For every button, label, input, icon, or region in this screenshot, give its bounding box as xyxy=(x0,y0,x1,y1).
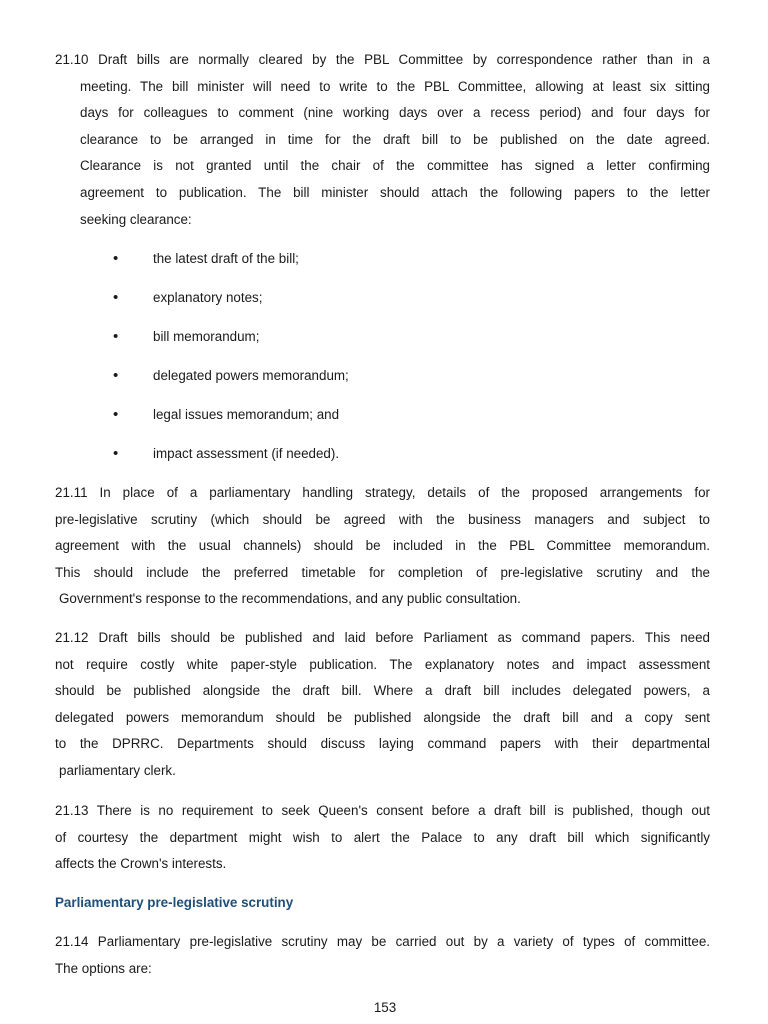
bullet-icon: • xyxy=(113,406,119,423)
document-page xyxy=(55,0,710,1024)
paragraph-line: 21.14 Parliamentary pre-legislative scrutiny may be carried out by a variety of types of committee. xyxy=(55,934,710,949)
paragraph-line: meeting. The bill minister will need to write to the PBL Committee, allowing at least six sitting xyxy=(80,78,710,94)
list-item xyxy=(55,246,710,272)
paragraph-line: Government's response to the recommendations, and any public consultation. xyxy=(59,591,521,607)
page-number: 153 xyxy=(373,1000,397,1015)
paragraph-line: 21.12 Draft bills should be published and laid before Parliament as command papers. This need xyxy=(55,630,710,645)
paragraph-line: The options are: xyxy=(55,960,152,976)
list-item-text: the latest draft of the bill; xyxy=(153,251,299,266)
list-item xyxy=(55,441,710,467)
bullet-icon: • xyxy=(113,445,119,462)
paragraph-21-13 xyxy=(55,798,710,878)
bullet-icon: • xyxy=(113,328,119,345)
section-heading: Parliamentary pre-legislative scrutiny xyxy=(55,895,294,910)
paragraph-21-14 xyxy=(55,929,710,982)
paragraph-line: parliamentary clerk. xyxy=(59,762,176,778)
paragraph-line: should be published alongside the draft bill. Where a draft bill includes delegated powers, a xyxy=(55,683,710,699)
paragraph-21-11 xyxy=(55,480,710,613)
paragraph-line: pre-legislative scrutiny (which should be agreed with the business managers and subject to xyxy=(55,511,710,527)
list-item-text: explanatory notes; xyxy=(153,290,263,305)
list-item xyxy=(55,402,710,428)
list-item-text: bill memorandum; xyxy=(153,329,260,344)
list-item-text: delegated powers memorandum; xyxy=(153,368,349,383)
paragraph-21-12 xyxy=(55,625,710,785)
paragraph-line: affects the Crown's interests. xyxy=(55,856,227,872)
paragraph-line: clearance to be arranged in time for the draft bill to be published on the date agreed. xyxy=(80,131,710,147)
list-item xyxy=(55,363,710,389)
paragraph-line: 21.11 In place of a parliamentary handling strategy, details of the proposed arrangements for xyxy=(55,485,710,500)
paragraph-line: 21.10 Draft bills are normally cleared by the PBL Committee by correspondence rather than in a xyxy=(55,52,710,67)
list-item-text: impact assessment (if needed). xyxy=(153,446,340,461)
paragraph-line: to the DPRRC. Departments should discuss laying command papers with their departmental xyxy=(55,736,710,752)
paragraph-line: not require costly white paper-style publication. The explanatory notes and impact assessment xyxy=(55,656,710,672)
list-item-text: legal issues memorandum; and xyxy=(153,407,340,422)
paragraph-line: days for colleagues to comment (nine working days over a recess period) and four days for xyxy=(80,105,710,121)
paragraph-line: 21.13 There is no requirement to seek Queen's consent before a draft bill is published, though out xyxy=(55,803,710,818)
bullet-icon: • xyxy=(113,367,119,384)
paragraph-line: delegated powers memorandum should be published alongside the draft bill and a copy sent xyxy=(55,709,710,725)
paragraph-line: seeking clearance: xyxy=(80,211,192,227)
paragraph-line: of courtesy the department might wish to alert the Palace to any draft bill which significantly xyxy=(55,829,710,845)
bullet-icon: • xyxy=(113,289,119,306)
paragraph-21-10 xyxy=(55,47,710,233)
list-item xyxy=(55,324,710,350)
list-item xyxy=(55,285,710,311)
paragraph-line: agreement with the usual channels) should be included in the PBL Committee memorandum. xyxy=(55,538,710,554)
paragraph-line: This should include the preferred timetable for completion of pre-legislative scrutiny and the xyxy=(55,564,710,580)
paragraph-line: agreement to publication. The bill minister should attach the following papers to the letter xyxy=(80,184,710,200)
bullet-icon: • xyxy=(113,250,119,267)
paragraph-line: Clearance is not granted until the chair of the committee has signed a letter confirming xyxy=(80,158,710,174)
